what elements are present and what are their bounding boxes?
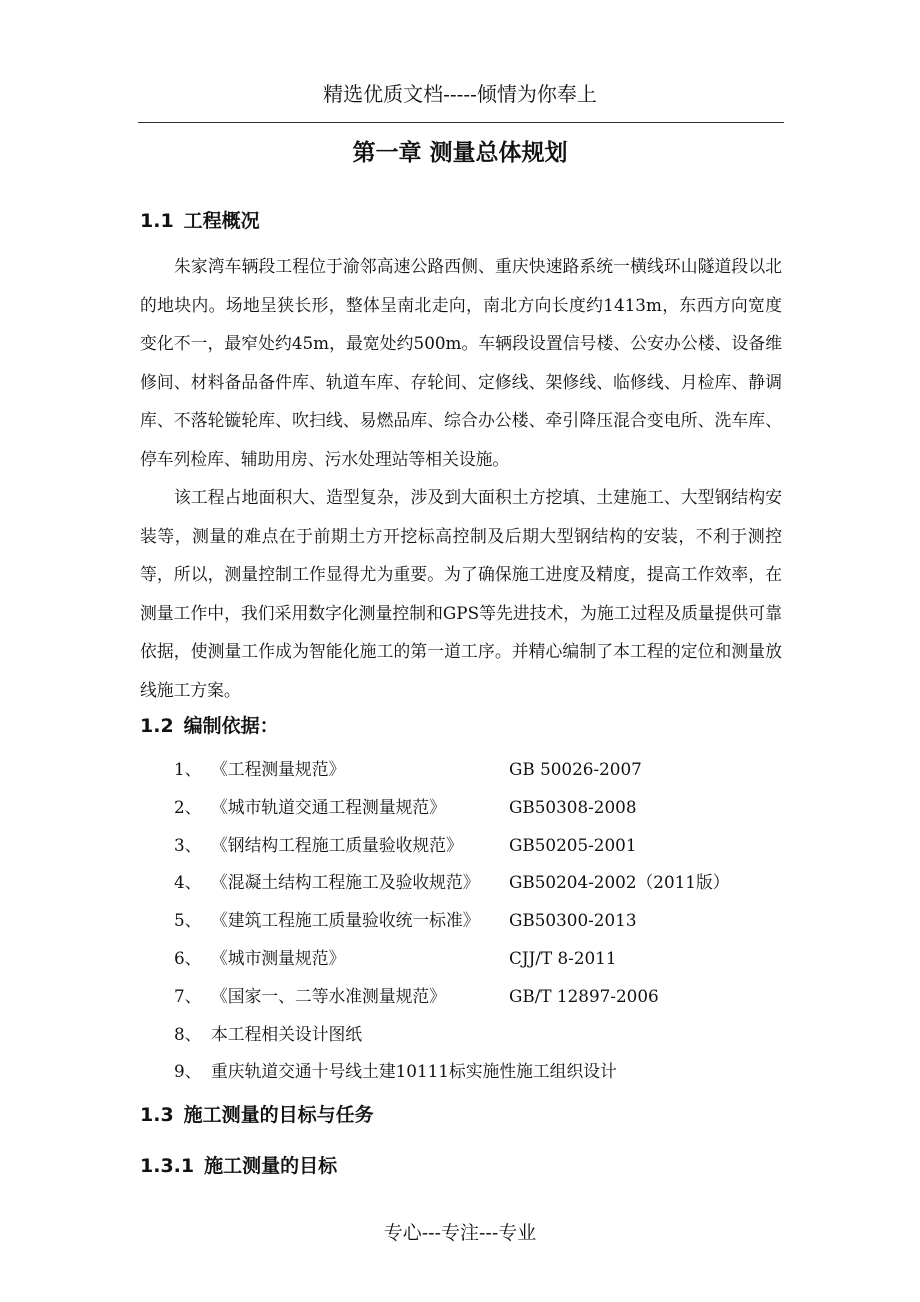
chapter-title: 第一章 测量总体规划 <box>352 140 568 166</box>
section-heading-1-3 <box>140 1100 374 1127</box>
list-item-code: GB50204-2002（2011版） <box>509 872 730 893</box>
section-title: 编制依据： <box>183 715 279 737</box>
section-number: 1.3 <box>140 1104 174 1126</box>
section-heading-1-3-1 <box>140 1151 337 1178</box>
list-item-title: 《城市轨道交通工程测量规范》 <box>211 796 446 817</box>
section-title: 施工测量的目标 <box>204 1155 338 1177</box>
list-item <box>174 827 794 865</box>
list-item-title: 《工程测量规范》 <box>211 759 346 779</box>
list-item-number: 6、 <box>174 947 202 968</box>
list-item-code: GB50300-2013 <box>509 910 637 931</box>
section-heading-1-1 <box>140 206 260 233</box>
list-item-code: GB50205-2001 <box>509 834 637 855</box>
list-item <box>174 1053 794 1091</box>
list-item <box>174 978 794 1016</box>
list-item-title: 重庆轨道交通十号线土建10111标实施性施工组织设计 <box>211 1061 617 1082</box>
reference-list <box>174 751 794 1091</box>
list-item-title: 《建筑工程施工质量验收统一标准》 <box>211 910 480 931</box>
list-item <box>174 751 794 789</box>
list-item <box>174 1016 794 1054</box>
list-item-number: 7、 <box>174 985 202 1006</box>
list-item-title: 《国家一、二等水准测量规范》 <box>211 985 446 1006</box>
list-item-number: 3、 <box>174 834 202 855</box>
list-item-title: 《混凝土结构工程施工及验收规范》 <box>211 872 480 893</box>
list-item <box>174 864 794 902</box>
list-item <box>174 789 794 827</box>
list-item-title: 《城市测量规范》 <box>211 947 346 968</box>
list-item-code: GB 50026-2007 <box>509 759 642 779</box>
paragraph-project-overview: 朱家湾车辆段工程位于渝邻高速公路西侧、重庆快速路系统一横线环山隧道段以北的地块内。场地呈狭长形，整体呈南北走向，南北方向长度约1413m，东西方向宽度变化不一，最窄处约45m，最宽处约500m。车辆段设置信号楼、公安办公楼、设备维修间、材料备品备件库、轨道车库、存轮间、定修线、架修线、临修线、月检库、静调库、不落轮镟轮库、吹扫线、易燃品库、综合办公楼、牵引降压混合变电所、洗车库、停车列检库、辅助用房、污水处理站等相关设施。 <box>140 256 782 469</box>
list-item-number: 5、 <box>174 910 202 931</box>
page-header: 精选优质文档-----倾情为你奉上 <box>323 82 597 106</box>
list-item-code: CJJ/T 8-2011 <box>509 947 617 968</box>
list-item-number: 9、 <box>174 1061 202 1082</box>
list-item-number: 2、 <box>174 796 202 817</box>
header-divider <box>138 122 784 123</box>
list-item-title: 《钢结构工程施工质量验收规范》 <box>211 834 463 855</box>
list-item-number: 4、 <box>174 872 202 893</box>
paragraph-survey-difficulty: 该工程占地面积大、造型复杂，涉及到大面积土方挖填、土建施工、大型钢结构安装等，测量的难点在于前期土方开挖标高控制及后期大型钢结构的安装，不利于测控等，所以，测量控制工作显得尤为重要。为了确保施工进度及精度，提高工作效率，在测量工作中，我们采用数字化测量控制和GPS等先进技术，为施工过程及质量提供可靠依据，使测量工作成为智能化施工的第一道工序。并精心编制了本工程的定位和测量放线施工方案。 <box>140 487 782 700</box>
section-number: 1.1 <box>140 210 174 232</box>
section-title: 工程概况 <box>183 210 260 232</box>
list-item-title: 本工程相关设计图纸 <box>211 1023 363 1044</box>
list-item <box>174 940 794 978</box>
list-item <box>174 902 794 940</box>
page-footer: 专心---专注---专业 <box>383 1222 537 1244</box>
section-title: 施工测量的目标与任务 <box>183 1104 374 1126</box>
list-item-number: 1、 <box>174 759 202 779</box>
section-heading-1-2 <box>140 711 279 738</box>
list-item-number: 8、 <box>174 1023 202 1044</box>
section-number: 1.3.1 <box>140 1155 195 1177</box>
list-item-code: GB50308-2008 <box>509 796 637 817</box>
list-item-code: GB/T 12897-2006 <box>509 985 659 1006</box>
section-number: 1.2 <box>140 715 174 737</box>
